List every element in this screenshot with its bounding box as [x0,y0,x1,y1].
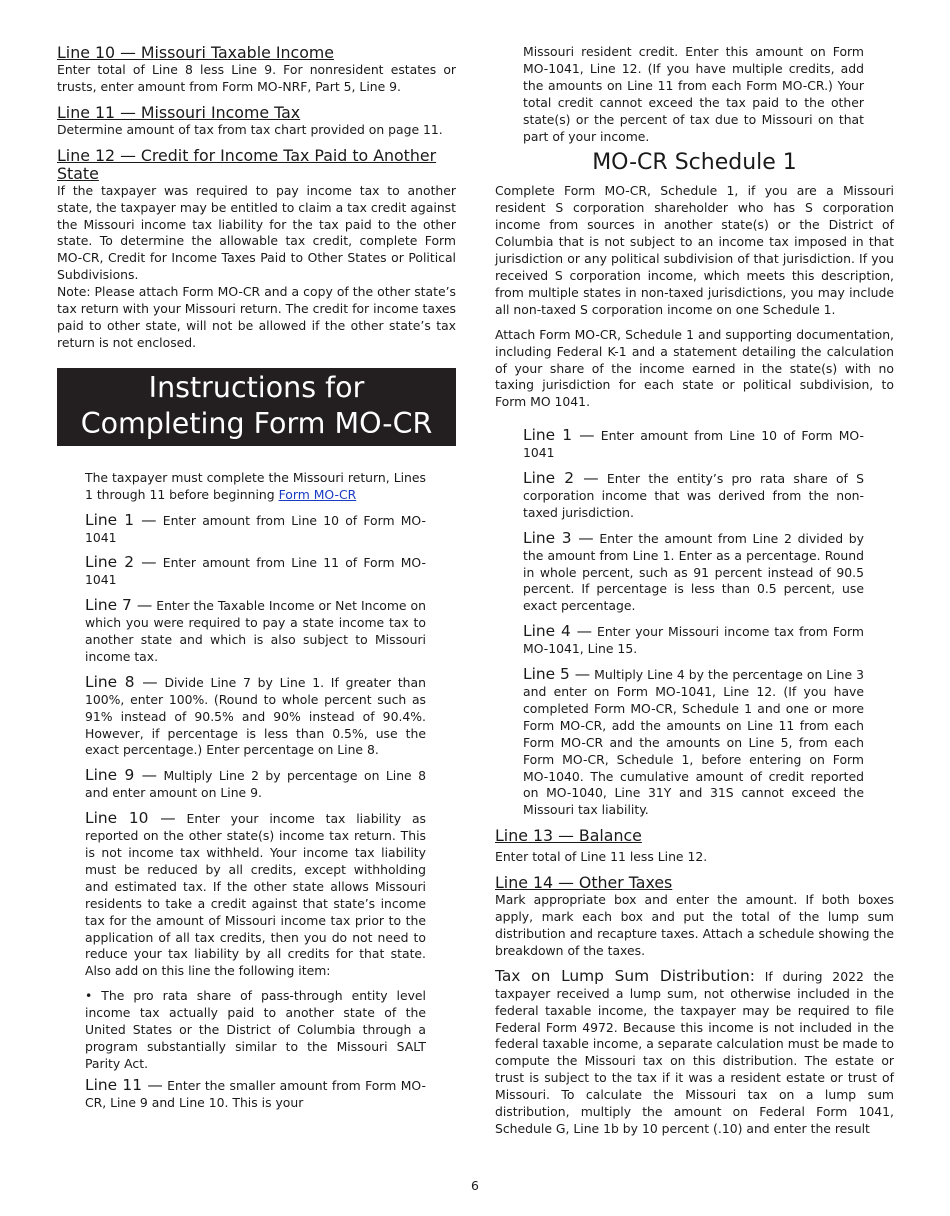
cr-line-2 [85,554,426,589]
line-11-heading: Line 11 — Missouri Income Tax [57,102,301,122]
line-12-note: Note: Please attach Form MO-CR and a copy of the other state’s tax return with your Missouri return. The credit for income taxes paid to other state, will not be allowed if the other state’s tax return is not enclosed. [57,284,456,350]
cr-line-1-text: Enter amount from Line 10 of Form MO-1041 [85,512,426,545]
schedule-1-title: MO-CR Schedule 1 [592,150,797,176]
page-number: 6 [471,1178,479,1193]
line-12-heading: Line 12 — Credit for Income Tax Paid to Another State [57,145,437,183]
line-13-heading: Line 13 — Balance [495,826,642,846]
cr-line-11-text: Enter the smaller amount from Form MO-CR, Line 9 and Line 10. This is your [85,1077,426,1110]
lump-sum-lead: Tax on Lump Sum Distribution: [495,966,755,985]
line-14-text: Mark appropriate box and enter the amount. If both boxes apply, mark each box and put the total of the lump sum distribution and recapture taxes. Attach a schedule showing the breakdown of the taxes. [495,892,894,958]
banner-line-1: Instructions for [148,370,365,404]
left-column [57,44,456,1112]
right-column [495,44,894,1138]
cr-line-8 [85,674,426,760]
schedule-line-5-lead: Line 5 — [523,665,591,684]
schedule-1-paragraph-1: Complete Form MO-CR, Schedule 1, if you are a Missouri resident S corporation shareholder who has S corporation income from sources in another state(s) or the District of Columbia that is not subject to an income tax imposed in that jurisdiction or any political subdivision of that jurisdiction. If you received S corporation income, which meets this description, from multiple states in non-taxed jurisdictions, you may include all non-taxed S corporation income on one Schedule 1. [495,183,894,317]
cr-line-8-lead: Line 8 — [85,672,158,691]
lump-sum-paragraph [495,968,894,1138]
cr-line-11-lead: Line 11 — [85,1075,163,1094]
schedule-line-2-lead: Line 2 — [523,469,599,488]
schedule-line-1-lead: Line 1 — [523,426,595,445]
schedule-line-1-text: Enter amount from Line 10 of Form MO-1041 [523,428,864,461]
cr-line-10 [85,810,426,980]
schedule-1-paragraph-2: Attach Form MO-CR, Schedule 1 and supporting documentation, including Federal K-1 and a statement detailing the calculation of your share of the income earned in the state(s) with no taxing jurisdiction for each state or political subdivision, to Form MO 1041. [495,326,894,410]
line-10-text: Enter total of Line 8 less Line 9. For nonresident estates or trusts, enter amount from Form MO-NRF, Part 5, Line 9. [57,62,456,94]
line-11-text: Determine amount of tax from tax chart provided on page 11. [57,121,443,137]
line-14-heading: Line 14 — Other Taxes [495,873,673,893]
cr-line-2-lead: Line 2 — [85,553,157,572]
cr-line-9-text: Multiply Line 2 by percentage on Line 8 and enter amount on Line 9. [85,768,426,801]
cr-line-10-text: Enter your income tax liability as reported on the other state(s) income tax return. This is not income tax withheld. Your income tax liability must be reduced by all credits, except withholding and estimated tax. If the other state allows Missouri residents to take a credit against that state’s income tax for the amount of Missouri income tax prior to the application of all tax credits, then you do not need to reduce your tax liability by all credits for that state. Also add on this line the following item: [85,811,426,979]
schedule-line-2 [523,470,864,522]
line-11-continued: Missouri resident credit. Enter this amount on Form MO-1041, Line 12. (If you have multiple credits, add the amounts on Line 11 from each Form MO-CR.) Your total credit cannot exceed the tax paid to the other state(s) or the percent of tax due to Missouri on that part of your income. [523,44,864,144]
line-13-text: Enter total of Line 11 less Line 12. [495,849,708,865]
schedule-line-4 [523,623,864,658]
banner-line-2: Completing Form MO-CR [80,406,433,440]
schedule-line-5 [523,666,864,819]
line-12-text: If the taxpayer was required to pay income tax to another state, the taxpayer may be entitled to claim a tax credit against the Missouri income tax liability for the tax paid to the other state. To determine the allowable tax credit, complete Form MO-CR, Credit for Income Taxes Paid to Other States or Political Subdivisions. [57,182,456,283]
cr-line-1-lead: Line 1 — [85,510,157,529]
cr-line-2-text: Enter amount from Line 11 of Form MO-1041 [85,555,426,588]
intro-paragraph [85,470,426,504]
line-10-heading: Line 10 — Missouri Taxable Income [57,43,334,62]
form-mo-cr-link[interactable]: Form MO-CR [278,486,357,502]
schedule-line-1 [523,427,864,462]
intro-text: The taxpayer must complete the Missouri return, Lines 1 through 11 before beginning [85,469,426,502]
schedule-line-5-text: Multiply Line 4 by the percentage on Line 3 and enter on Form MO-1041, Line 12. (If you have completed Form MO-CR, Schedule 1 and one or more Form MO-CR, add the amounts on Line 11 from each Form MO-CR and the amounts on Line 5, from each Form MO-CR, Schedule 1, before entering on Form MO-1040. The cumulative amount of credit reported on MO-1040, Line 31Y and 31S cannot exceed the Missouri tax liability. [523,667,864,818]
schedule-line-4-text: Enter your Missouri income tax from Form MO-1041, Line 15. [523,624,865,657]
schedule-line-2-text: Enter the entity’s pro rata share of S corporation income that was derived from the non-taxed jurisdiction. [523,471,865,520]
cr-line-9 [85,767,426,802]
cr-line-11 [85,1077,426,1112]
schedule-line-4-lead: Line 4 — [523,622,593,641]
cr-line-1 [85,512,426,547]
schedule-line-3-lead: Line 3 — [523,528,594,547]
instructions-banner [57,368,456,446]
cr-line-9-lead: Line 9 — [85,766,158,785]
cr-line-7-lead: Line 7 — [85,596,153,615]
cr-line-10-bullet: • The pro rata share of pass-through entity level income tax actually paid to another state of the United States or the District of Columbia through a program substantially similar to the Missouri SALT Parity Act. [85,988,426,1071]
cr-line-7 [85,597,426,666]
schedule-line-3 [523,530,864,616]
cr-line-10-lead: Line 10 — [85,809,176,828]
cr-line-7-text: Enter the Taxable Income or Net Income on which you were required to pay a state income tax to another state and which is also subject to Missouri income tax. [85,598,426,664]
schedule-line-3-text: Enter the amount from Line 2 divided by the amount from Line 1. Enter as a percentage. Round in whole percent, such as 91 percent instead of 90.5 percent. If percentage is less than 0.5 percent, use exact percentage. [523,530,864,614]
cr-line-8-text: Divide Line 7 by Line 1. If greater than 100%, enter 100%. (Round to whole percent such as 91% instead of 90.5% and 90% instead of 90.4%. However, if percentage is less than 0.5%, use the exact percentage.) Enter percentage on Line 8. [85,674,426,758]
lump-sum-text: If during 2022 the taxpayer received a lump sum, not otherwise included in the federal taxable income, the taxpayer may be required to file Federal Form 4972. Because this income is not included in the federal taxable income, a separate calculation must be made to compute the Missouri tax on this distribution. The estate or trust is subject to the tax if it was a resident estate or trust of Missouri. To calculate the Missouri tax on a lump sum distribution, multiply the amount on Federal Form 1041, Schedule G, Line 1b by 10 percent (.10) and enter the result [495,968,894,1136]
